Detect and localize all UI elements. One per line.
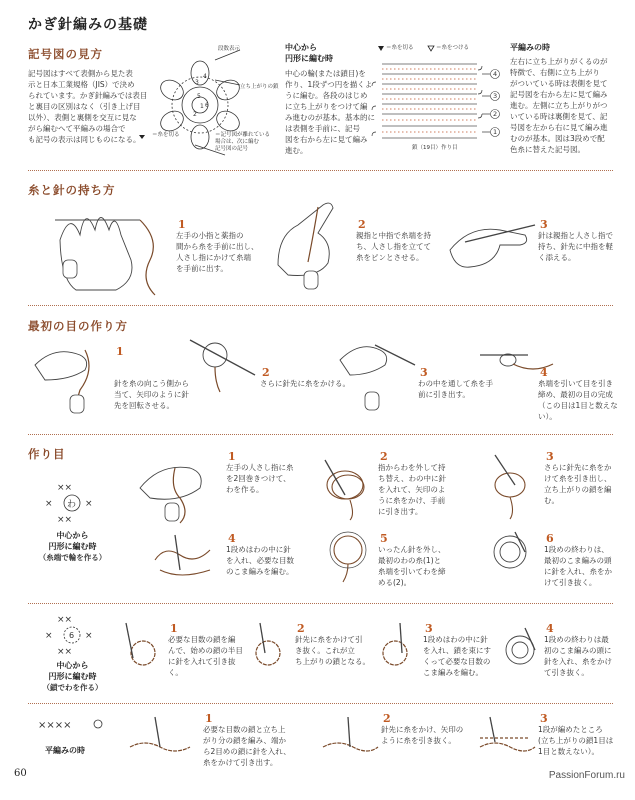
foundation-a-illustration-4	[150, 530, 225, 590]
first-step-4-num: 4	[540, 366, 548, 379]
holding-step-1-num: 1	[178, 218, 186, 231]
cut-triangle-icon	[378, 46, 384, 51]
found-a-step-6-text: 1段めの終わりは、 最初のこま編みの頭 に針を入れ、糸をか けて引き抜く。	[544, 545, 612, 587]
holding-step-3-num: 3	[540, 218, 548, 231]
found-a-step-2-num: 2	[380, 450, 388, 463]
foundation-b-illustration-1	[118, 618, 173, 673]
svg-text:××: ××	[57, 483, 73, 493]
foundation-a-illustration-6	[480, 522, 540, 582]
holding-step-3-text: 針は親指と人さし指で 持ち、針先に中指を軽 く添える。	[538, 231, 613, 262]
chart-note: ＝記号図が離れている 場合は、次に編む 記号図の記号	[215, 132, 271, 152]
flat-text: 左右に立ち上がりがくるのが 特徴で、右側に立ち上がり がついている時は表側を見て 記号図を右から左に見て編み 進む。左側に立ち上がりがつ いている時は裏側を見て、記 号図を左から右に見て編み進 むのが基本。図は3段めで配 色糸に替えた記号図。	[510, 57, 608, 154]
hand-illustration-1	[40, 200, 170, 295]
round-number-4: 4	[203, 73, 207, 80]
found-b-step-1-num: 1	[170, 622, 178, 635]
found-a-step-4-text: 1段めはわの中に針 を入れ、必要な目数 のこま編みを編む。	[226, 545, 294, 576]
foundation-a-label: 中心から 円形に編む時 （糸端で輪を作る）	[38, 531, 107, 562]
foundation-b-illustration-3	[370, 618, 425, 673]
found-b-step-2-text: 針先に糸をかけて引 き抜く。これが立 ち上がりの鎖となる。	[295, 635, 370, 666]
svg-text:×: ×	[85, 631, 93, 641]
round-number-5: 5	[197, 93, 201, 100]
hand-illustration-3	[445, 210, 535, 280]
page-title: かぎ針編みの基礎	[28, 17, 148, 33]
foundation-b-illustration-4	[495, 620, 550, 675]
flat-heading: 平編みの時	[510, 43, 550, 52]
found-c-step-3-text: 1段が編めたところ (立ち上がりの鎖1目は 1目と数えない）。	[538, 725, 614, 756]
round-number-1: 1	[200, 103, 204, 110]
found-a-step-6-num: 6	[546, 532, 554, 545]
svg-text:××××: ××××	[38, 720, 72, 731]
holding-title: 糸と針の持ち方	[28, 183, 116, 197]
round-number-2: 2	[193, 111, 197, 118]
ring-center-label: わ	[67, 500, 77, 510]
foundation-a-illustration-2	[315, 445, 380, 525]
watermark: PassionForum.ru	[548, 770, 625, 781]
found-a-step-5-text: いったん針を外し、 最初のわの糸(1)と 糸端を引いてわを締 める(2)。	[378, 545, 446, 587]
page-number: 60	[14, 768, 27, 779]
cut-label: ＝糸を切る	[152, 132, 180, 138]
join-triangle-icon	[428, 46, 434, 51]
foundation-a-illustration-5	[318, 520, 378, 585]
center-text: 中心の輪(または鎖目)を 作り、1段ずつ円を描くよ うに編む。各段のはじめ に立ち上がりをつけて編 み進むのが基本。基本的に は表側を手前に、記号 図を右から左に見て編み 進む。	[285, 69, 375, 155]
round-number-6: 6	[205, 102, 209, 109]
foundation-a-illustration-3	[480, 445, 540, 525]
holding-step-1-text: 左手の小指と薬指の 間から糸を手前に出し、 人さし指にかけて糸端 を手前に出す。	[176, 231, 259, 273]
foundation-b-label: 中心から 円形に編む時 （鎖でわを作る）	[42, 661, 103, 692]
ring-chain-count: 6	[69, 631, 75, 640]
found-a-step-1-num: 1	[228, 450, 236, 463]
foundation-a-illustration-1	[135, 448, 225, 528]
start-label: 立ち上がりの鎖	[240, 84, 279, 90]
svg-text:××: ××	[57, 515, 73, 525]
found-a-step-1-text: 左手の人さし指に糸 を2回巻きつけて、 わを作る。	[226, 463, 294, 494]
round-number-3: 3	[195, 79, 199, 86]
hand-illustration-2	[268, 195, 358, 295]
foundation-c-illustration-2	[318, 712, 383, 762]
found-a-step-4-num: 4	[228, 532, 236, 545]
holding-step-2-text: 親指と中指で糸端を持 ち、人さし指を立てて 糸をピンとさせる。	[356, 231, 431, 262]
chart-symbols-text: 記号図はすべて表側から見た表 示と日本工業規格（JIS）で決め られています。かぎ針編みでは表目 と裏目の区別はなく（引き上げ目 以外）、表側と裏側を交互に見な がら編むへて平編みの場合で も記号の表示は同じものになる。	[28, 69, 148, 144]
first-stitch-illustration-2	[185, 335, 260, 395]
flat-chart-diagram	[372, 46, 502, 151]
first-step-4-text: 糸端を引いて目を引き 締め、最初の目の完成 （この目は1目と数えな い）。	[538, 379, 618, 421]
found-b-step-1-text: 必要な目数の鎖を編 んで、始めの鎖の半目 に針を入れて引き抜く。	[168, 635, 243, 677]
found-b-step-4-num: 4	[546, 622, 554, 635]
center-heading: 中心から 円形に編む時	[285, 43, 333, 63]
ring-symbol-a	[45, 480, 100, 525]
row-label-4: 4	[493, 70, 498, 78]
ring-symbol-b	[45, 612, 100, 657]
found-c-step-3-num: 3	[540, 712, 548, 725]
round-label: 段数表示	[218, 46, 241, 52]
found-b-step-3-num: 3	[425, 622, 433, 635]
legend-join: ＝糸をつける	[436, 45, 470, 51]
found-a-step-3-text: さらに針先に糸をか けて糸を引き出し、 立ち上がりの鎖を編 む。	[544, 463, 612, 505]
first-stitch-illustration-1	[30, 335, 115, 420]
first-stitch-illustration-3	[335, 330, 420, 420]
divider	[28, 703, 613, 704]
found-a-step-3-num: 3	[546, 450, 554, 463]
foundation-b-illustration-2	[240, 618, 295, 673]
found-a-step-2-text: 指からわを外して持 ち替え、わの中に針 を入れて、矢印のよ うに糸をかけ、手前 に引き出す。	[378, 463, 446, 516]
found-b-step-3-text: 1段めはわの中に針 を入れ、鎖を束にす くって必要な目数の こま編みを編む。	[423, 635, 491, 677]
first-stitch-title: 最初の目の作り方	[28, 319, 128, 333]
holding-step-2-num: 2	[358, 218, 366, 231]
divider	[28, 170, 613, 171]
divider	[28, 603, 613, 604]
foundation-c-illustration-1	[125, 712, 195, 762]
found-b-step-4-text: 1段めの終わりは最 初のこま編みの頭に 針を入れ、糸をかけ て引き抜く。	[544, 635, 612, 677]
found-c-step-2-num: 2	[383, 712, 391, 725]
first-step-3-num: 3	[420, 366, 428, 379]
row-label-2: 2	[493, 110, 498, 118]
flat-row-symbol	[38, 716, 108, 734]
foundation-c-label: 平編みの時	[45, 746, 85, 755]
foundation-title: 作り目	[28, 447, 66, 461]
svg-text:×: ×	[45, 499, 53, 509]
foundation-count-label: 鎖（19目）作り目	[412, 145, 458, 151]
foundation-c-illustration-3	[475, 712, 540, 762]
found-c-step-1-num: 1	[205, 712, 213, 725]
row-label-1: 1	[493, 128, 498, 136]
first-step-1-text: 針を糸の向こう側から 当て、矢印のように針 先を回転させる。	[114, 379, 189, 410]
chart-symbols-title: 記号図の見方	[28, 47, 103, 61]
divider	[28, 305, 613, 306]
legend-cut: ＝糸を切る	[386, 45, 414, 51]
found-a-step-5-num: 5	[380, 532, 388, 545]
first-step-1-num: 1	[116, 345, 124, 358]
found-c-step-1-text: 必要な目数の鎖と立ち上 がり分の鎖を編み、端か ら2目めの鎖に針を入れ、 糸をかけて引き出す。	[203, 725, 291, 767]
svg-text:×: ×	[85, 499, 93, 509]
first-step-2-text: さらに針先に糸をかける。	[260, 379, 350, 388]
svg-text:××: ××	[57, 647, 73, 657]
svg-text:××: ××	[57, 615, 73, 625]
svg-text:×: ×	[45, 631, 53, 641]
found-c-step-2-text: 針先に糸をかけ、矢印の ように糸を引き抜く。	[381, 725, 464, 745]
found-b-step-2-num: 2	[297, 622, 305, 635]
row-label-3: 3	[493, 92, 498, 100]
first-step-2-num: 2	[262, 366, 270, 379]
divider	[28, 434, 613, 435]
first-step-3-text: わの中を通して糸を手 前に引き出す。	[418, 379, 493, 399]
